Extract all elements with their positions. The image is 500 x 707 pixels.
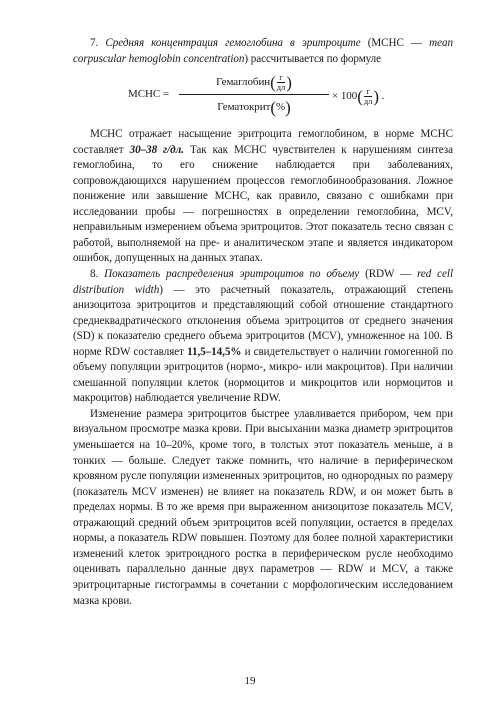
section-8-paragraph: 8. Показатель распределения эритроцитов по объему (RDW — red cell distribution width) — это расчетный показатель, отражающий степень анизоцитоза эритроцитов и представляющий собой отношение стандартного среднеквадратического отклонения объема эритроцитов от среднего значения (SD) к показателю среднего объема эритроцитов (MCV), умноженное на 100. В норме RDW составляет 11,5–14,5% и свидетельствует о наличии гомогенной по объему популяции эритроцитов (нормо-, микро- или макроцитов). При наличии смешанной популяции клеток (нормоцитов и микроцитов или нормоцитов и макроцитов) наблюдается увеличение RDW. (73, 268, 453, 405)
rdw-normal-range: 11,5–14,5% (187, 345, 242, 358)
formula-numerator-unit: г дл (276, 72, 286, 93)
rdw-discussion-paragraph: Изменение размера эритроцитов быстрее улавливается прибором, чем при визуальном просмотре мазка крови. При высыхании мазка диаметр эритроцитов уменьшается на 10–20%, кроме того, в толстых этот показатель меньше, а в тонких — больше. Следует также помнить, что наличие в периферическом кровяном русле популяции измененных эритроцитов, но однородных по размеру (показатель MCV изменен) не влияет на показатель RDW, и он может быть в пределах нормы. В то же время при выраженном анизоцитозе показатель MCV, отражающий средний объем эритроцитов всей популяции, остается в пределах нормы, а показатель RDW повышен. Поэтому для более полной характеристики изменений клеток эритроидного ростка в периферическом русле необходимо оценивать параллельно данные двух параметров — RDW и MCV, а также эритроцитарные гистограммы в сочетании с морфологическим исследованием мазка крови. (73, 407, 453, 607)
formula-lhs: МСНС = (128, 88, 170, 101)
mchc-normal-range: 30–38 г/дл. (129, 143, 184, 156)
mchc-description-paragraph: МСНС отражает насыщение эритроцита гемоглобином, в норме МСНС составляет 30–38 г/дл. Так как МСНС чувствителен к нарушениям синтеза гемоглобина, то его снижение наблюдается при заболеваниях, сопровождающихся нарушением процессов гемоглобинообразования. Ложное понижение или завышение МСНС, как правило, связано с ошибками при исследовании пробы — погрешностях в определении гемоглобина, MCV, неправильным измерением объема эритроцитов. Этот показатель тесно связан с работой, выполняемой на пре- и аналитическом этапе и является индикатором ошибок, допущенных на данных этапах. (73, 128, 453, 265)
formula-denominator-text: Гематокрит (217, 101, 271, 114)
section-7-intro-text: ) рассчитывается по формуле (244, 52, 382, 65)
section-7-abbr: (МСНС — (367, 37, 423, 49)
formula-fraction (179, 72, 329, 117)
formula-denominator-unit: % (275, 101, 286, 114)
section-8-abbr-english: red cell distribution width (73, 268, 453, 296)
page-number: 19 (244, 675, 256, 687)
section-8-abbr: (RDW — (365, 268, 412, 281)
page-text-block (73, 36, 453, 609)
mchc-formula (73, 70, 453, 120)
formula-numerator: Гемаглобин( г дл ) (216, 72, 292, 93)
formula-fraction-bar (179, 94, 329, 95)
formula-multiplier: × 100( г дл ) . (332, 86, 385, 107)
formula-result-unit: г дл (363, 86, 373, 107)
section-8-number: 8. (90, 268, 99, 281)
formula-denominator: Гематокрит(%) (217, 98, 291, 118)
section-7-abbr-english: mean corpuscular hemoglobin concentration (73, 37, 453, 65)
section-7-title: Средняя концентрация гемоглобина в эритроците (105, 37, 361, 49)
formula-numerator-text: Гемаглобин (216, 76, 271, 89)
section-8-title: Показатель распределения эритроцитов по объему (104, 268, 360, 281)
section-7-heading-paragraph (73, 36, 453, 67)
section-7-number: 7. (90, 37, 99, 49)
